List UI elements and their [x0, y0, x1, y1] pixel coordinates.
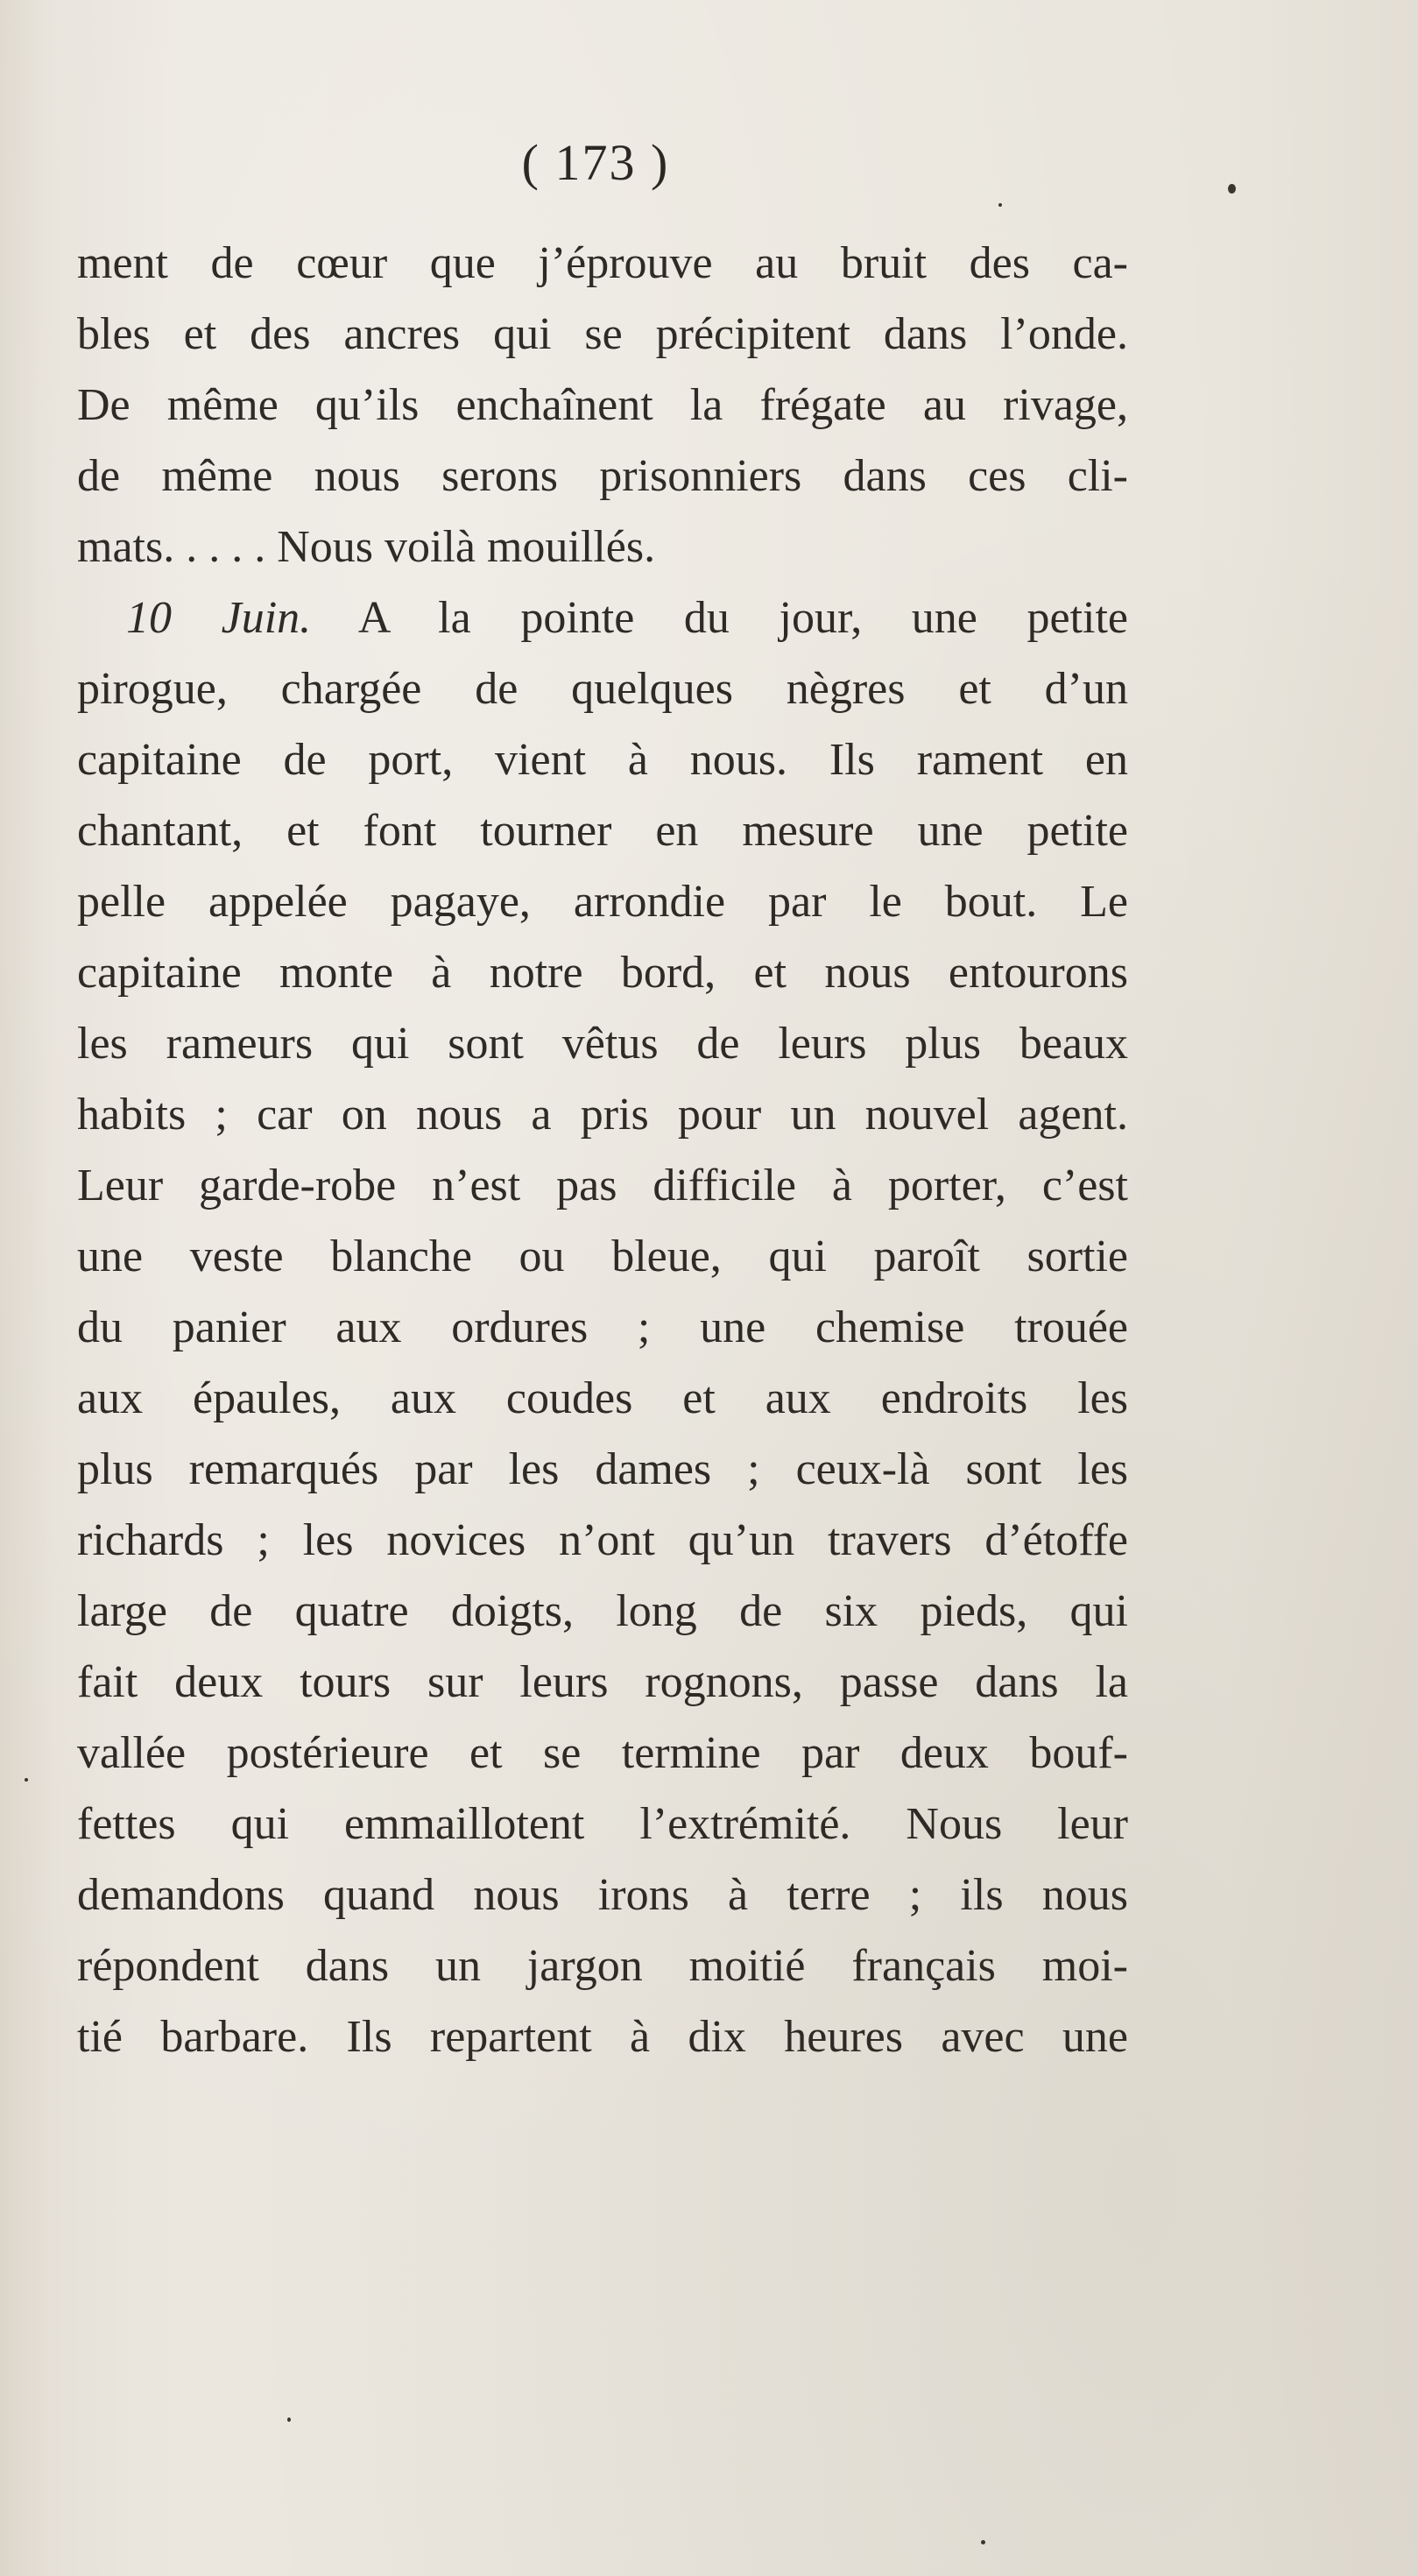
text-line: une veste blanche ou bleue, qui paroît sortie: [77, 1232, 1128, 1281]
text-line: habits ; car on nous a pris pour un nouvel agent.: [77, 1090, 1128, 1140]
text-line: capitaine monte à notre bord, et nous entourons: [77, 948, 1128, 998]
text-line: du panier aux ordures ; une chemise trouée: [77, 1302, 1128, 1352]
ink-speck: [287, 2417, 291, 2422]
text-line: large de quatre doigts, long de six pieds, qui: [77, 1586, 1128, 1636]
ink-speck: [25, 1778, 28, 1782]
ink-speck: [998, 203, 1002, 207]
ink-speck: [1228, 184, 1236, 194]
text-line: ment de cœur que j’éprouve au bruit des ca-: [77, 238, 1128, 288]
text-line: mats. . . . . Nous voilà mouillés.: [77, 522, 656, 572]
text-line: richards ; les novices n’ont qu’un travers d’étoffe: [77, 1515, 1128, 1565]
body-text: [77, 228, 1128, 2072]
text-line: bles et des ancres qui se précipitent dans l’onde.: [77, 309, 1128, 359]
text-line: fettes qui emmaillotent l’extrémité. Nous leur: [77, 1799, 1128, 1849]
text-line: chantant, et font tourner en mesure une petite: [77, 806, 1128, 856]
text-line: les rameurs qui sont vêtus de leurs plus beaux: [77, 1019, 1128, 1069]
text-line: capitaine de port, vient à nous. Ils rament en: [77, 735, 1128, 785]
text-line-rest: A la pointe du jour, une petite: [357, 593, 1128, 643]
text-line: pirogue, chargée de quelques nègres et d’un: [77, 664, 1128, 714]
text-line: pelle appelée pagaye, arrondie par le bout. Le: [77, 877, 1128, 927]
page-number-header: ( 173 ): [521, 134, 670, 191]
text-line: de même nous serons prisonniers dans ces cli-: [77, 451, 1128, 501]
text-line: demandons quand nous irons à terre ; ils nous: [77, 1870, 1128, 1920]
ink-speck: [981, 2540, 985, 2544]
text-line: vallée postérieure et se termine par deux bouf-: [77, 1728, 1128, 1778]
text-line-dated: [77, 582, 1128, 653]
text-line: répondent dans un jargon moitié français moi-: [77, 1941, 1128, 1991]
text-line: plus remarqués par les dames ; ceux-là sont les: [77, 1444, 1128, 1494]
text-line: Leur garde-robe n’est pas difficile à porter, c’est: [77, 1161, 1128, 1210]
date-entry: 10 Juin.: [126, 593, 312, 643]
text-line: tié barbare. Ils repartent à dix heures avec une: [77, 2012, 1128, 2062]
text-line: aux épaules, aux coudes et aux endroits les: [77, 1373, 1128, 1423]
text-line: fait deux tours sur leurs rognons, passe dans la: [77, 1657, 1128, 1707]
text-line: De même qu’ils enchaînent la frégate au rivage,: [77, 380, 1128, 430]
